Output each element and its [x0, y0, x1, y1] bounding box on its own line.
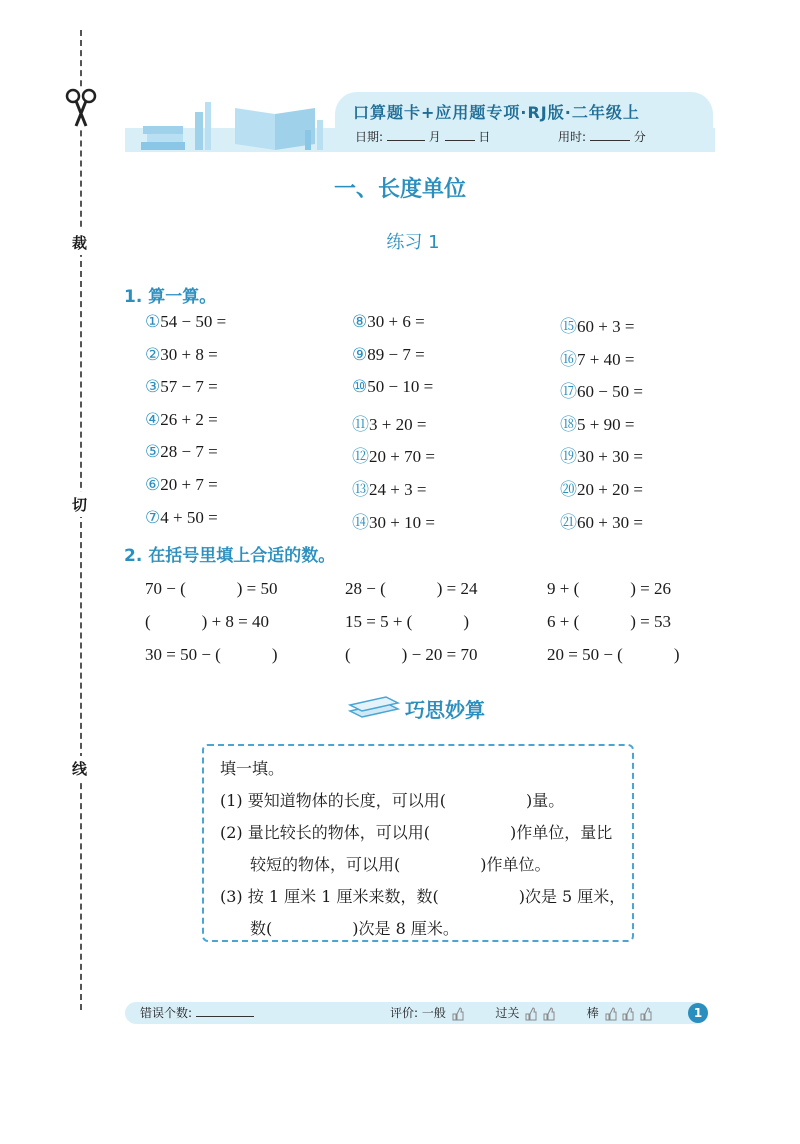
- q1-problem: [560, 345, 634, 370]
- q1-problem: [352, 312, 425, 332]
- problem-expression: 30 + 30 =: [577, 447, 643, 467]
- problem-expression: 57 − 7 =: [160, 377, 218, 397]
- exercise-title: 练习 1: [386, 232, 440, 253]
- q1-problem: [560, 312, 634, 337]
- q1-problem: [145, 508, 218, 528]
- month-label: 月: [428, 130, 441, 144]
- books-illustration: [125, 100, 335, 157]
- problem-expression: 60 − 50 =: [577, 382, 643, 402]
- time-blank[interactable]: [590, 128, 630, 141]
- problem-number: ⑩: [352, 377, 368, 398]
- q1-problem: [352, 508, 435, 533]
- q1-problem: [145, 475, 218, 495]
- rating-level-1: 一般: [421, 1006, 446, 1020]
- special-line-5: (3) 按 1 厘米 1 厘米来数，数( )次是 5 厘米，: [220, 887, 626, 906]
- time-label: 用时:: [558, 130, 587, 144]
- problem-number: ⑬: [352, 480, 369, 500]
- problem-number: ①: [145, 312, 161, 332]
- problem-number: ⑥: [145, 475, 161, 495]
- problem-expression: 60 + 30 =: [577, 512, 643, 532]
- errors-blank[interactable]: [196, 1004, 254, 1017]
- problem-expression: 20 + 20 =: [577, 480, 643, 499]
- problem-number: ⑰: [560, 382, 577, 403]
- q1-problem: [560, 442, 643, 467]
- q2-fill-blank[interactable]: 70 − ( ) = 50: [145, 579, 278, 598]
- problem-expression: 26 + 2 =: [160, 409, 218, 429]
- problem-number: ⑫: [352, 447, 369, 468]
- q1-problem: [145, 345, 218, 365]
- problem-expression: 30 + 6 =: [367, 312, 425, 331]
- thumb-icon[interactable]: [452, 1007, 464, 1021]
- q1-problem: [352, 442, 435, 467]
- q1-problem: [352, 475, 426, 500]
- scissors-icon: [64, 88, 98, 128]
- rating-level-2: 过关: [495, 1006, 520, 1020]
- q1-problem: [352, 377, 433, 397]
- q1-problem: [560, 410, 634, 435]
- thumb-icon[interactable]: [622, 1007, 634, 1021]
- day-blank[interactable]: [445, 128, 475, 141]
- q2-fill-blank[interactable]: 6 + ( ) = 53: [547, 612, 671, 631]
- problem-expression: 5 + 90 =: [577, 414, 635, 434]
- special-line-4: 较短的物体，可以用( )作单位。: [250, 855, 551, 874]
- footer-rating: [390, 1004, 652, 1021]
- problem-number: ⑨: [352, 344, 368, 365]
- q2-fill-blank[interactable]: 15 = 5 + ( ): [345, 612, 469, 631]
- problem-expression: 20 + 70 =: [369, 447, 435, 467]
- errors-label: 错误个数:: [140, 1006, 193, 1020]
- q2-fill-blank[interactable]: ( ) − 20 = 70: [345, 645, 478, 664]
- header-title: 口算题卡+应用题专项·RJ版·二年级上: [353, 103, 640, 122]
- cut-label-cai: 裁: [72, 230, 87, 255]
- minute-label: 分: [633, 130, 646, 144]
- q1-problem: [352, 410, 426, 435]
- problem-expression: 50 − 10 =: [367, 377, 434, 397]
- problem-number: ⑪: [352, 414, 369, 435]
- problem-number: ⑮: [560, 317, 577, 337]
- problem-expression: 60 + 3 =: [577, 317, 635, 336]
- special-title: 巧思妙算: [405, 698, 485, 722]
- special-line-1: 填一填。: [220, 759, 285, 778]
- q1-problem: [145, 312, 226, 332]
- problem-number: ④: [145, 409, 161, 430]
- q1-title: 1. 算一算。: [124, 287, 217, 307]
- problem-number: ⑧: [352, 312, 368, 332]
- problem-number: ⑤: [145, 442, 161, 463]
- books-stack-icon: [346, 693, 402, 726]
- problem-number: ②: [145, 344, 161, 365]
- rating-label: 评价:: [390, 1006, 419, 1020]
- q1-problem: [145, 442, 218, 462]
- header-date-row: [355, 128, 646, 145]
- problem-number: ⑳: [560, 480, 577, 500]
- year-blank[interactable]: [387, 128, 425, 141]
- problem-expression: 54 − 50 =: [160, 312, 227, 331]
- rating-level-3: 棒: [586, 1006, 599, 1020]
- special-line-3: (2) 量比较长的物体，可以用( )作单位，量比: [220, 823, 613, 842]
- date-label: 日期:: [355, 130, 384, 144]
- cut-label-qie: 切: [72, 492, 87, 517]
- q1-problem: [560, 508, 643, 533]
- q1-problem: [560, 475, 643, 500]
- thumb-icon[interactable]: [525, 1007, 537, 1021]
- q2-title: 2. 在括号里填上合适的数。: [124, 546, 336, 566]
- problem-number: ⑯: [560, 349, 577, 370]
- q2-fill-blank[interactable]: 9 + ( ) = 26: [547, 579, 671, 598]
- problem-expression: 28 − 7 =: [160, 442, 218, 462]
- problem-expression: 3 + 20 =: [369, 414, 427, 434]
- thumb-icon[interactable]: [543, 1007, 555, 1021]
- problem-expression: 24 + 3 =: [369, 480, 427, 499]
- cut-label-xian: 线: [72, 756, 87, 781]
- problem-number: ⑱: [560, 414, 577, 435]
- q2-fill-blank[interactable]: 28 − ( ) = 24: [345, 579, 478, 598]
- footer-errors: [140, 1004, 254, 1021]
- problem-number: ⑲: [560, 447, 577, 468]
- q2-fill-blank[interactable]: 20 = 50 − ( ): [547, 645, 680, 664]
- special-line-6: 数( )次是 8 厘米。: [250, 919, 459, 938]
- problem-expression: 30 + 10 =: [369, 512, 435, 532]
- q1-problem: [145, 377, 218, 397]
- q1-problem: [352, 345, 425, 365]
- q1-problem: [145, 410, 218, 430]
- q2-fill-blank[interactable]: 30 = 50 − ( ): [145, 645, 278, 664]
- problem-number: ⑦: [145, 507, 161, 528]
- problem-number: ③: [145, 377, 161, 398]
- page-number: 1: [688, 1003, 708, 1023]
- q2-fill-blank[interactable]: ( ) + 8 = 40: [145, 612, 269, 631]
- problem-expression: 89 − 7 =: [367, 344, 425, 364]
- problem-number: ㉑: [560, 512, 577, 533]
- problem-expression: 20 + 7 =: [160, 475, 218, 494]
- thumb-icon[interactable]: [605, 1007, 617, 1021]
- chapter-title: 一、长度单位: [333, 177, 466, 202]
- problem-expression: 30 + 8 =: [160, 344, 218, 364]
- problem-expression: 4 + 50 =: [160, 507, 218, 527]
- day-label: 日: [478, 130, 491, 144]
- problem-expression: 7 + 40 =: [577, 349, 635, 369]
- problem-number: ⑭: [352, 512, 369, 533]
- q1-problem: [560, 377, 643, 402]
- thumb-icon[interactable]: [640, 1007, 652, 1021]
- special-line-2: (1) 要知道物体的长度，可以用( )量。: [220, 791, 565, 810]
